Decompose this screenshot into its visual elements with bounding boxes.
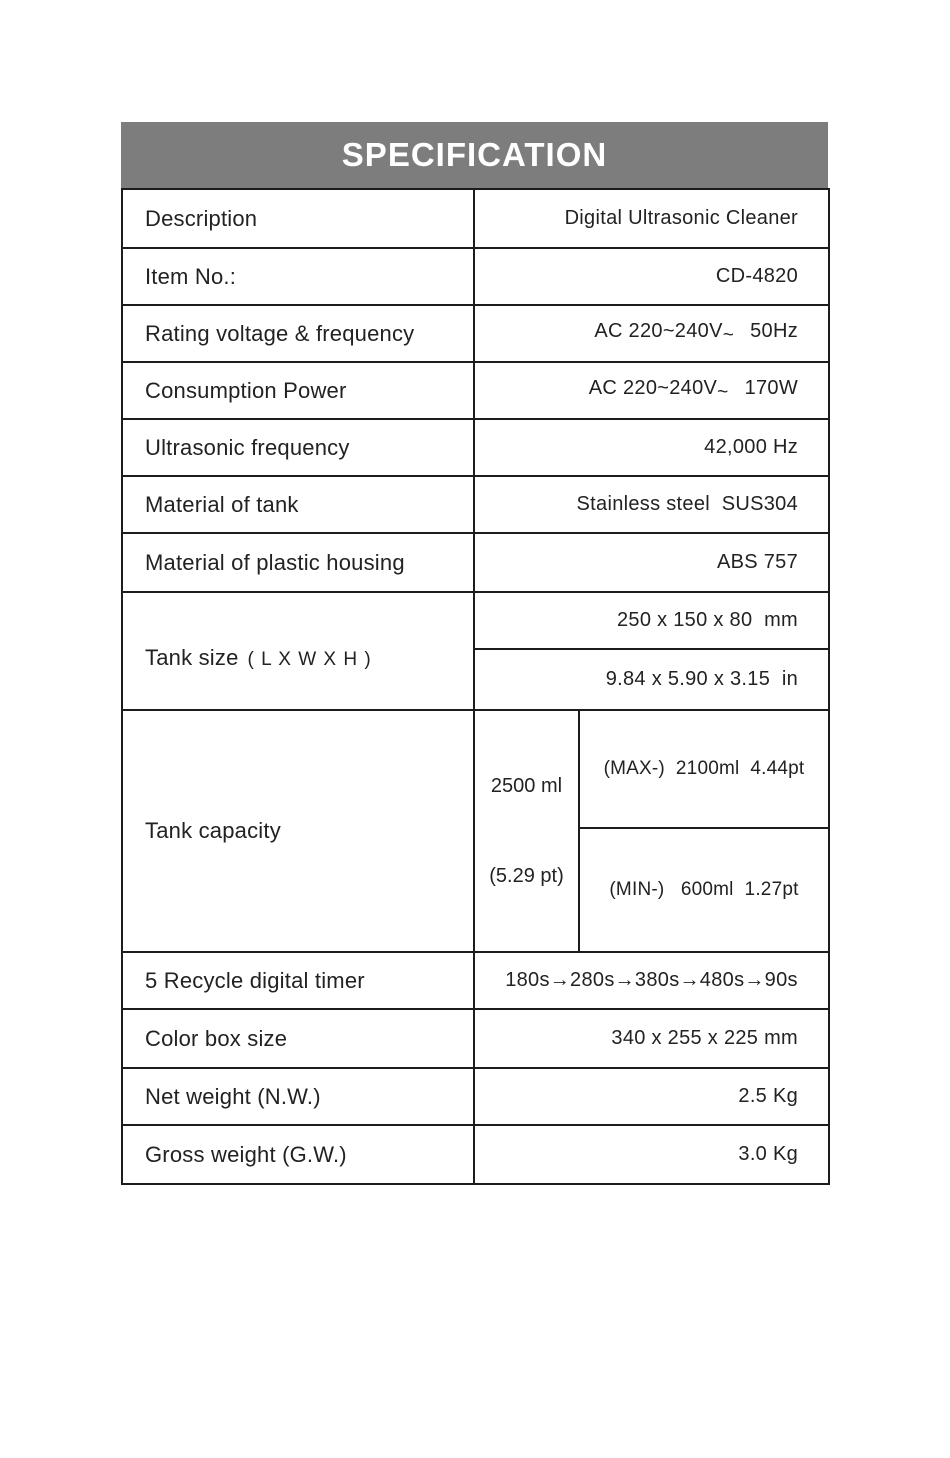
item-no-label: Item No.: <box>122 248 474 305</box>
consumption-power-value <box>474 362 829 419</box>
ultrasonic-frequency-value: 42,000 Hz <box>474 419 829 476</box>
table-row <box>122 419 829 476</box>
tank-size-dimensions-note: ( L X W X H ) <box>247 648 372 670</box>
specification-table <box>121 122 828 1185</box>
spec-table <box>121 188 830 1185</box>
table-row <box>122 1009 829 1068</box>
ultrasonic-frequency-label: Ultrasonic frequency <box>122 419 474 476</box>
rating-voltage-value <box>474 305 829 362</box>
item-no-value: CD-4820 <box>474 248 829 305</box>
tank-size-label-text: Tank size <box>145 644 239 670</box>
page-title: SPECIFICATION <box>341 136 608 173</box>
power-voltage-text: AC 220~240V <box>588 377 718 399</box>
table-row <box>122 362 829 419</box>
net-weight-label: Net weight (N.W.) <box>122 1068 474 1125</box>
tank-capacity-min: (MIN-) 600ml 1.27pt <box>579 828 829 952</box>
color-box-size-value: 340 x 255 x 225 mm <box>474 1009 829 1068</box>
description-label: Description <box>122 189 474 248</box>
tank-size-mm-value: 250 x 150 x 80 mm <box>474 592 829 649</box>
tank-capacity-max: (MAX-) 2100ml 4.44pt <box>579 710 829 828</box>
ac-waveform-symbol: ~ <box>717 382 729 403</box>
table-row <box>122 476 829 533</box>
table-row <box>122 1068 829 1125</box>
table-row <box>122 305 829 362</box>
tank-capacity-total-pt: (5.29 pt) <box>489 865 564 887</box>
table-row <box>122 189 829 248</box>
description-value: Digital Ultrasonic Cleaner <box>474 189 829 248</box>
table-row <box>122 248 829 305</box>
rating-frequency-text: 50Hz <box>750 320 799 342</box>
gross-weight-label: Gross weight (G.W.) <box>122 1125 474 1184</box>
gross-weight-value: 3.0 Kg <box>474 1125 829 1184</box>
rating-voltage-text: AC 220~240V <box>594 320 723 342</box>
table-row <box>122 592 829 649</box>
housing-material-value: ABS 757 <box>474 533 829 592</box>
tank-capacity-total-ml: 2500 ml <box>490 775 563 797</box>
table-row <box>122 710 829 828</box>
recycle-timer-label: 5 Recycle digital timer <box>122 952 474 1009</box>
net-weight-value: 2.5 Kg <box>474 1068 829 1125</box>
tank-size-in-value: 9.84 x 5.90 x 3.15 in <box>474 649 829 710</box>
tank-size-label <box>122 592 474 710</box>
power-wattage-text: 170W <box>744 377 799 399</box>
table-row <box>122 533 829 592</box>
tank-capacity-total <box>474 710 579 952</box>
ac-waveform-symbol: ~ <box>722 325 735 346</box>
table-row <box>122 952 829 1009</box>
tank-capacity-label: Tank capacity <box>122 710 474 952</box>
consumption-power-label: Consumption Power <box>122 362 474 419</box>
recycle-timer-value: 180s→280s→380s→480s→90s <box>474 952 829 1009</box>
table-header <box>121 122 828 188</box>
color-box-size-label: Color box size <box>122 1009 474 1068</box>
rating-voltage-label: Rating voltage & frequency <box>122 305 474 362</box>
table-row <box>122 1125 829 1184</box>
tank-material-value: Stainless steel SUS304 <box>474 476 829 533</box>
tank-material-label: Material of tank <box>122 476 474 533</box>
housing-material-label: Material of plastic housing <box>122 533 474 592</box>
